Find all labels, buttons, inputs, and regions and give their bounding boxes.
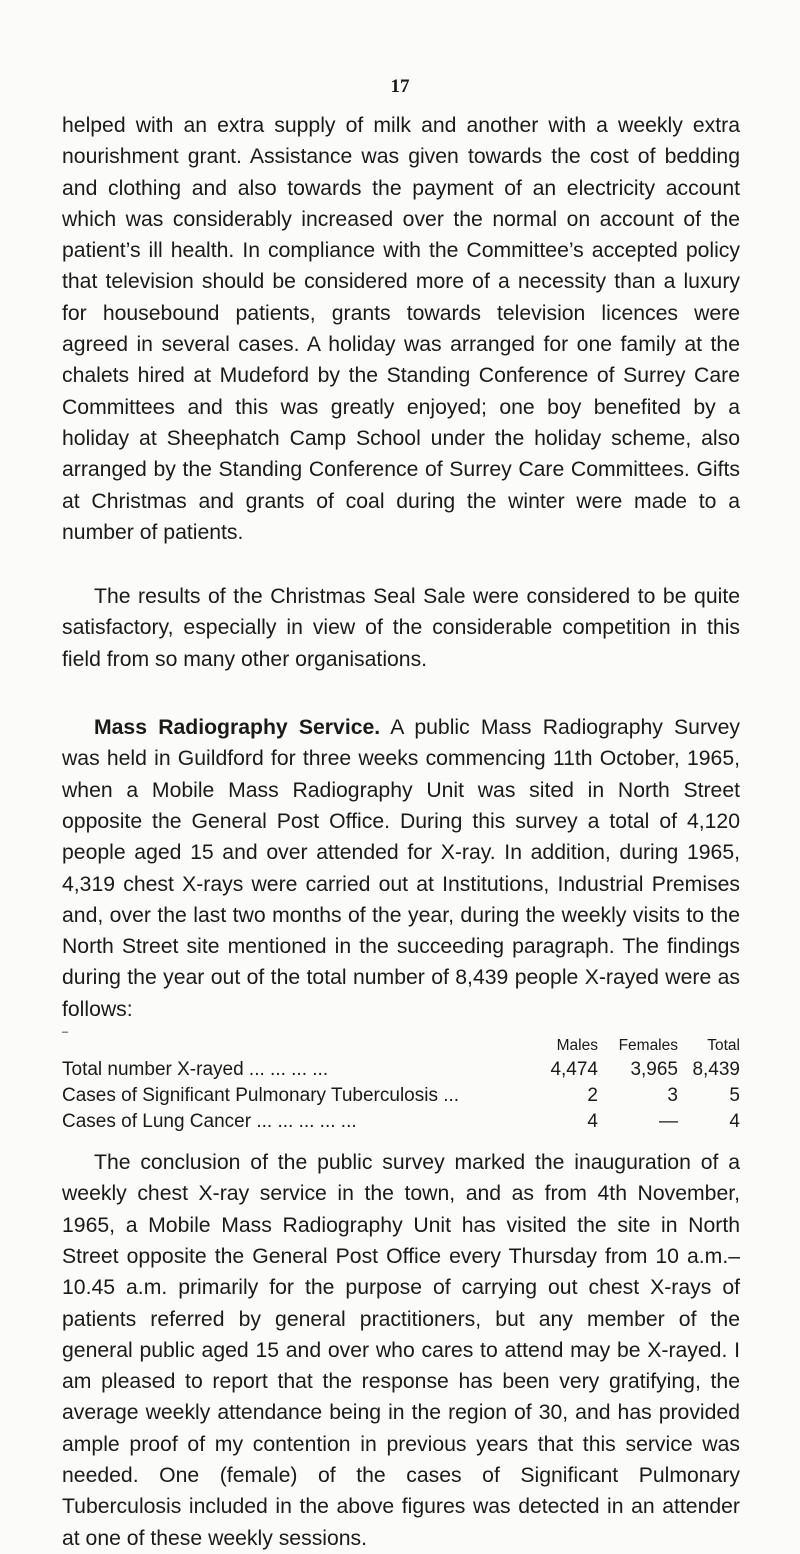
row-label: Cases of Significant Pulmonary Tuberculosis ... [62,1085,460,1107]
margin-mark: ‒ [62,1026,69,1039]
column-header-females: Females [618,1037,678,1055]
row-label: Cases of Lung Cancer ... ... ... ... ... [62,1111,357,1133]
table-header-blank [62,1035,528,1057]
cell-females: — [659,1111,678,1133]
table-header-row [62,1035,740,1057]
cell-total: 4 [729,1111,740,1133]
cell-females: 3 [667,1085,678,1107]
radiography-results-table [62,1035,740,1135]
cell-males: 4 [587,1111,598,1133]
table-row [62,1083,740,1109]
cell-total: 8,439 [692,1059,740,1081]
section-heading-mass-radiography: Mass Radiography Service. [94,716,381,740]
table-row [62,1057,740,1083]
cell-males: 4,474 [550,1059,598,1081]
cell-males: 2 [587,1085,598,1107]
column-header-males: Males [556,1037,598,1055]
paragraph-weekly-xray-service: The conclusion of the public survey marked the inauguration of a weekly chest X-ray service in the town, and as from 4th November, 1965, a Mobile Mass Radiography Unit has visited the site in North Street opposite the General Post Office every Thursday from 10 a.m.–10.45 a.m. primarily for the purpose of carrying out chest X-rays of patients referred by general practitioners, but any member of the general public aged 15 and over who cares to attend may be X-rayed. I am pleased to report that the response has been very gratifying, the average weekly attendance being in the region of 30, and has provided ample proof of my contention in previous years that this service was needed. One (female) of the cases of Significant Pulmonary Tuberculosis included in the above figures was detected in an attender at one of these weekly sessions. [62,1151,740,1550]
cell-females: 3,965 [630,1059,678,1081]
table-row [62,1109,740,1135]
paragraph-care-committee-assistance: helped with an extra supply of milk and another with a weekly extra nourishment grant. Assistance was given towards the cost of bedding and clothing and also towards the payment of an electricity account which was considerably increased over the normal on account of the patient’s ill health. In compliance with the Committee’s accepted policy that television should be considered more of a necessity than a luxury for housebound patients, grants towards television licences were agreed in several cases. A holiday was arranged for one family at the chalets hired at Mudeford by the Standing Conference of Surrey Care Committees and this was greatly enjoyed; one boy benefited by a holiday at Sheephatch Camp School under the holiday scheme, also arranged by the Standing Conference of Surrey Care Committees. Gifts at Christmas and grants of coal during the winter were made to a number of patients. [62,114,740,544]
row-label: Total number X-rayed ... ... ... ... [62,1059,329,1081]
paragraph-christmas-seal-sale: The results of the Christmas Seal Sale were considered to be quite satisfactory, especially in view of the considerable competition in this field from so many other organisations. [62,585,740,671]
column-header-total: Total [707,1037,740,1055]
page-body [62,110,740,1554]
cell-total: 5 [729,1085,740,1107]
paragraph-mass-radiography [62,712,740,1025]
page-number: 17 [390,76,410,97]
paragraph-mass-radiography-text: A public Mass Radiography Survey was held in Guildford for three weeks commencing 11th October, 1965, when a Mobile Mass Radiography Unit was sited in North Street opposite the General Post Office. During this survey a total of 4,120 people aged 15 and over attended for X-ray. In addition, during 1965, 4,319 chest X-rays were carried out at Institutions, Industrial Premises and, over the last two months of the year, during the weekly visits to the North Street site mentioned in the succeeding paragraph. The findings during the year out of the total number of 8,439 people X-rayed were as follows: [62,716,740,1021]
